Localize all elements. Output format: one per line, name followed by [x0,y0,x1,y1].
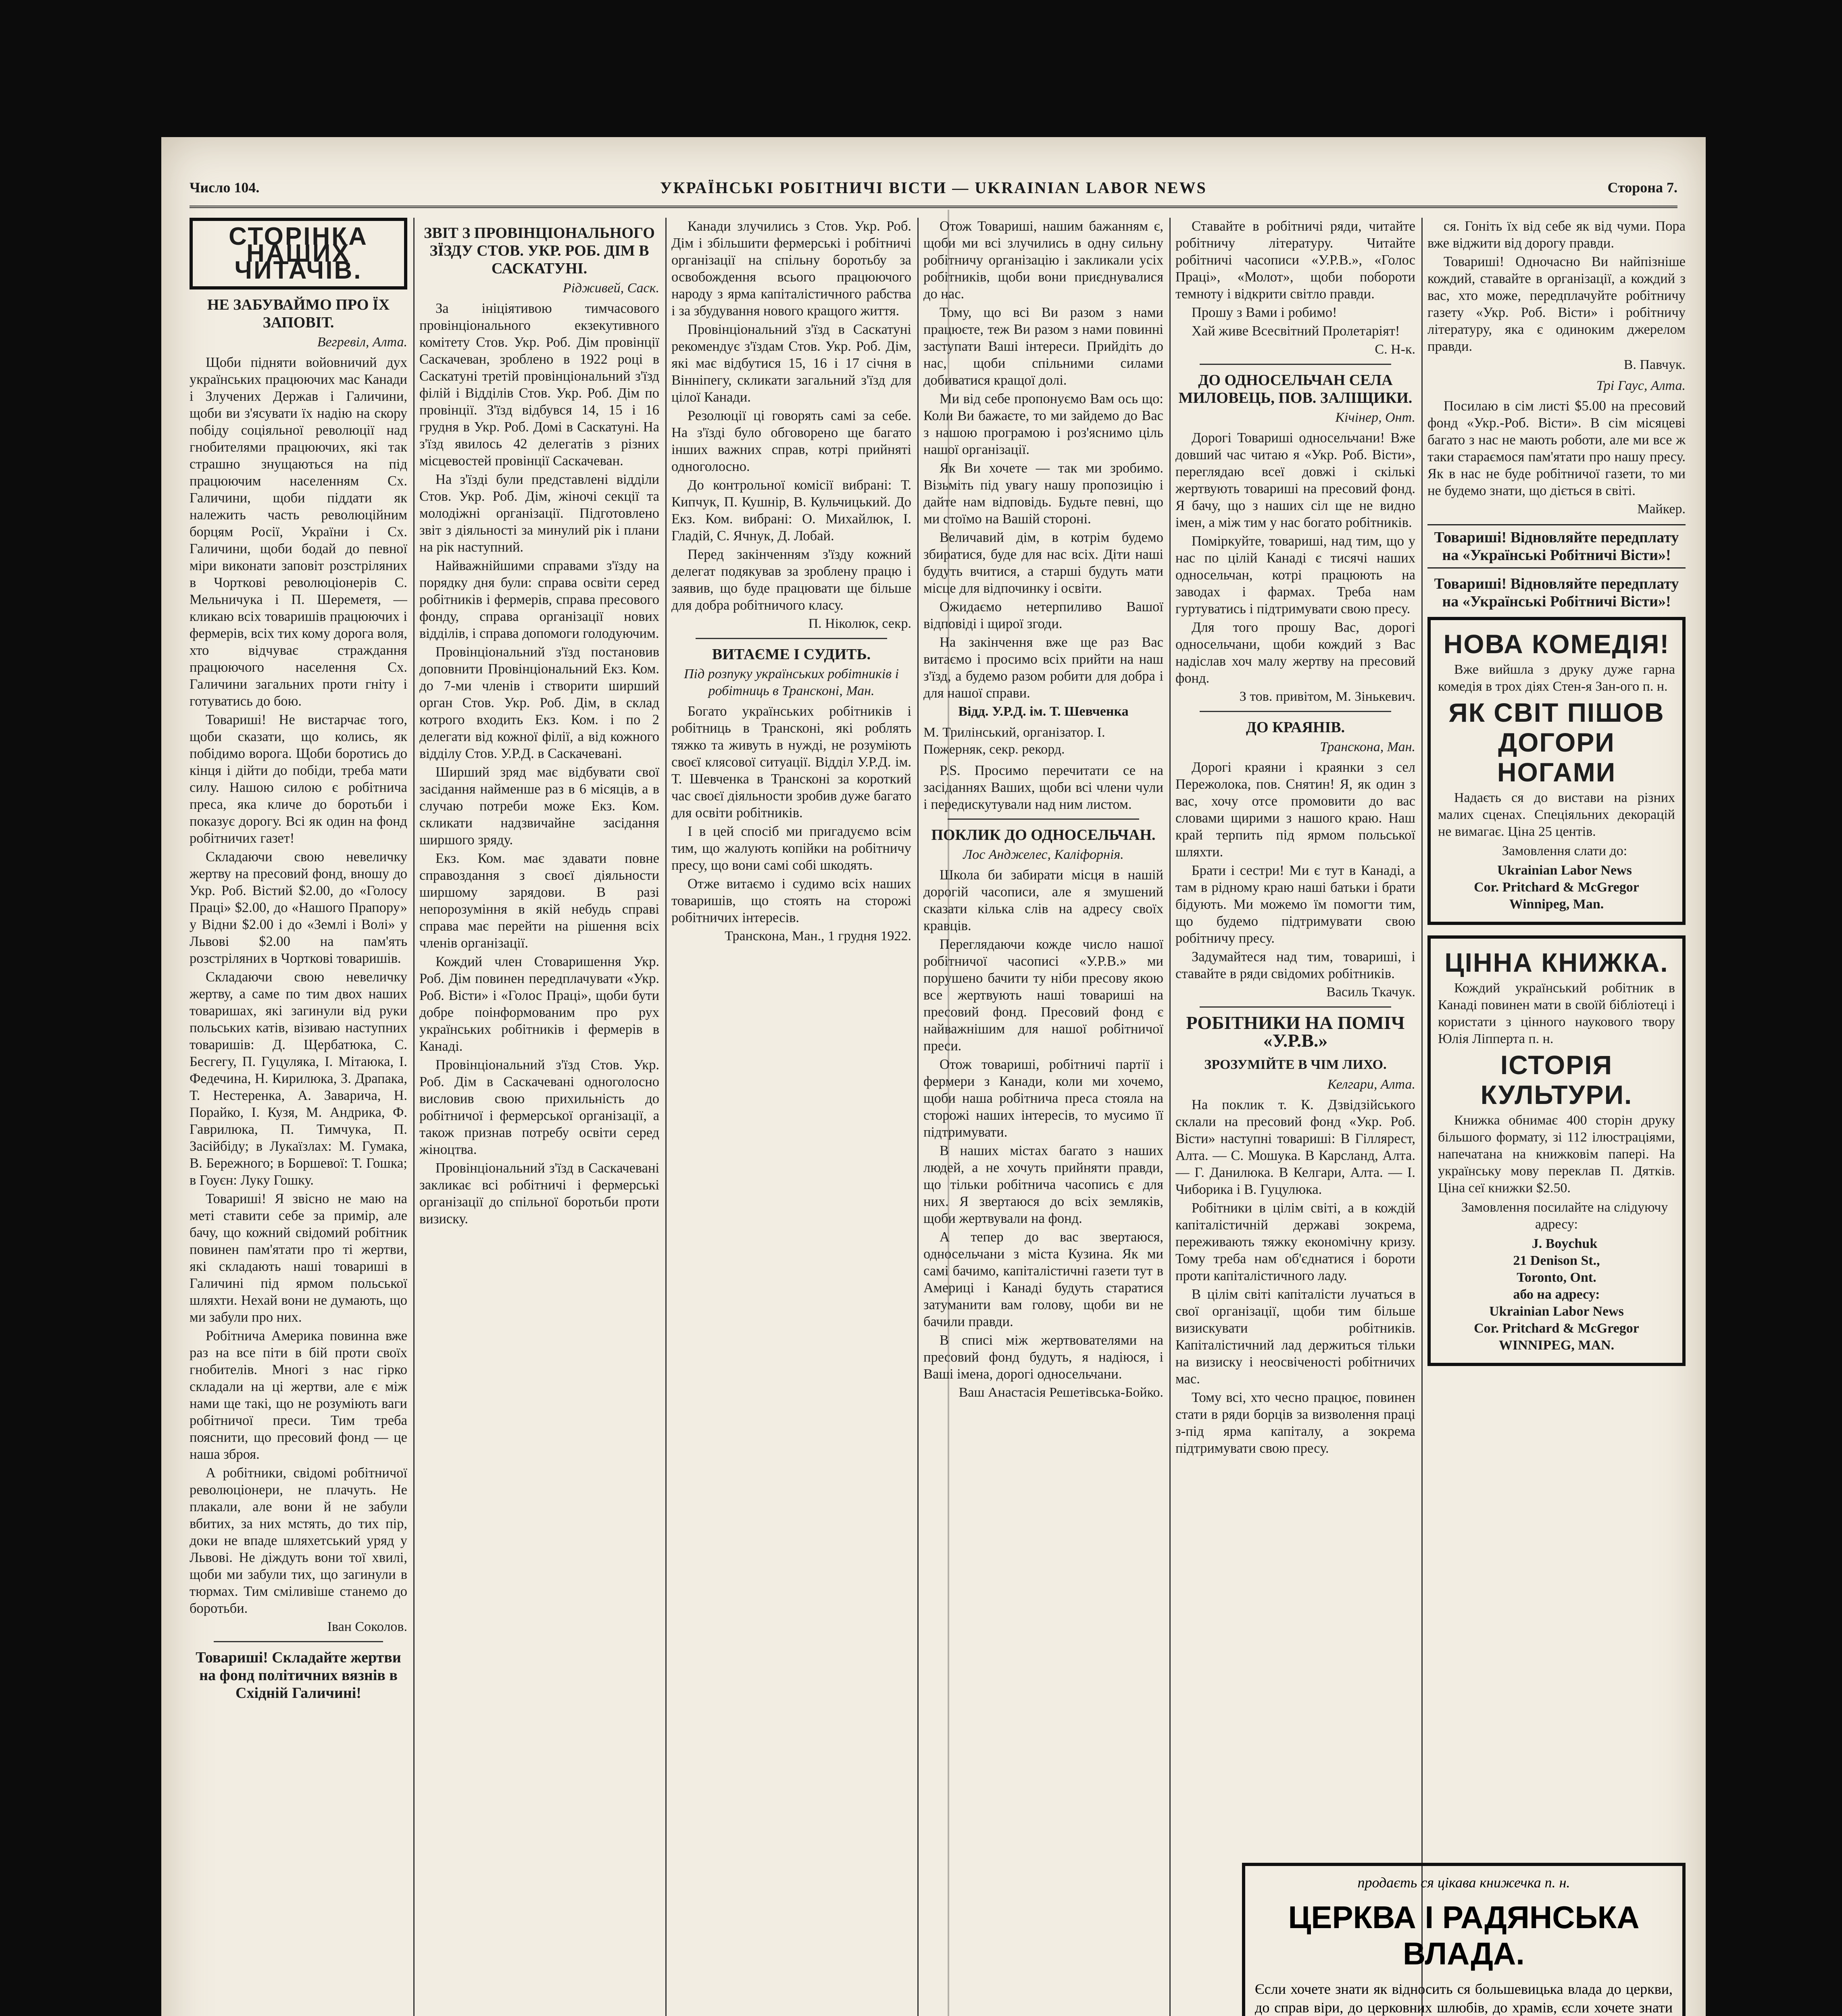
paragraph: До контрольної комісії вибрані: Т. Кипчук, П. Кушнір, В. Кульчицький. До Екз. Ком. вибрані: О. Михайлюк, І. Гладій, С. Ячнук, Д. Лобай. [671,477,911,544]
paragraph: Найважнійшими справами з'їзду на порядку дня були: справа освіти серед робітників і фермерів, справа пресового фонду, справа організації нових відділів, і справа допомоги голодуючим. [419,558,659,641]
paragraph: Задумайтеся над тим, товариші, і ставайте в ряди свідомих робітників. [1175,949,1415,981]
column-rule [1421,218,1423,2016]
article-place: Келгари, Алта. [1327,1077,1415,1092]
ad-heading: ЦІННА КНИЖКА. [1444,948,1669,977]
divider [948,818,1139,820]
article-title: ПОКЛИК ДО ОДНОСЕЛЬЧАН. [931,827,1156,843]
ad-church-and-soviet-power [1242,1863,1686,2016]
ad-address: Ukrainian Labor News Cor. Pritchard & McGregor Winnipeg, Man. [1474,863,1639,912]
paragraph: На поклик т. К. Дзвідзійського склали на пресовий фонд «Укр. Роб. Вісти» наступні товариші: В Гіллярест, Алта. — С. Мошука. В Карсланд, Алта. — Г. Данилюка. В Келгари, Алта. — І. Чиборика і В. Гуцулюка. [1175,1097,1415,1197]
article-place: Вегревіл, Алта. [317,335,407,350]
paragraph: Перед закінченням з'їзду кожний делегат подякував за зроблену працю і заявив, що буде працювати ще більше для добра робітничого класу. [671,547,911,613]
paragraph: Екз. Ком. має здавати повне справоздання з своєї діяльности ширшому зарядови. В разі непорозуміння в якій небудь справі справа має перейти на рішення всіх членів організації. [419,851,659,951]
signature: Трансконa, Ман., 1 грудня 1922. [725,929,911,943]
paragraph: Робітники в цілім світі, а в кождій капіталістичній державі зокрема, переживають тяжку економічну кризу. Тому треба нам об'єднатися і бороти проти капіталістичного ладу. [1175,1200,1415,1283]
paragraph: А робітники, свідомі робітничої революціонери, не плачуть. Не плакали, але вони й не забули вбитих, за них мстять, до тих пір, доки не впаде шляхетський уряд у Львові. Не діждуть вони тої хвилі, щоби ми забули тих, що загинули в тюрмах. Тим сміливіше станемо до боротьби. [190,1465,407,1616]
signature: Майкер. [1637,502,1686,516]
paragraph: Школа би забирати місця в нашій дорогій часописи, але я змушений сказати кілька слів на адресу своїх кравців. [923,867,1163,933]
column-rule [665,218,667,2016]
paragraph: Посилаю в сім листі $5.00 на пресовий фонд «Укр.-Роб. Вісти». В сім місяцеві багато з нас не мають роботи, але ми все ж таки стараємося пам'ятати про нашу пресу. Як в нас не буде робітничої газети, то ми не будемо знати, що діється в світі. [1427,398,1686,498]
paragraph: Ставайте в робітничі ряди, читайте робітничу літературу. Читайте робітничі часописи «У.Р.В.», «Голос Праці», «Молот», щоби побороти темноту і відкрити світло правди. [1175,219,1415,302]
paragraph: Отож Товариші, нашим бажанням є, щоби ми всі злучились в одну сильну робітничу організацію і закликали усіх робітників, щоби вони приєднувалися до нас. [923,219,1163,302]
signature: Іван Соколов. [327,1619,407,1634]
callout: Товариші! Відновляйте передплату на «Українські Робітничі Вісти»! [1427,524,1686,569]
ad-text: Вже вийшла з друку дуже гарна комедія в трох діях Стен-я Зан-ого п. н. [1438,662,1675,694]
paragraph: Тому всі, хто чесно працює, повинен стати в ряди борців за визволення праці з-під ярма капіталу, а зокрема підтримувати свою пресу. [1175,1390,1415,1456]
callout: Товариші! Складайте жертви на фонд політичних вязнів в Східній Галичині! [196,1649,401,1702]
signature: Відд. У.Р.Д. ім. Т. Шевченка [958,704,1129,719]
paragraph: На з'їзді були представлені відділи Стов. Укр. Роб. Дім, жіночі секції та молодіжні організації. Підготовлено звіт з діяльності за минулий рік і плани на рік наступний. [419,472,659,555]
column-rule [1169,218,1171,2016]
signature: В. Павчук. [1623,357,1686,372]
signature: З тов. привітом, М. Зінькевич. [1239,689,1415,704]
page-header [190,169,1677,208]
masthead: УКРАЇНСЬКІ РОБІТНИЧІ ВІСТИ — UKRAINIAN LABOR NEWS [660,178,1207,197]
divider [1200,1006,1391,1008]
signature: С. Н-к. [1375,342,1415,357]
paragraph: В цілім світі капіталісти лучаться в свої організації, щоби тим більше визискувати робітників. Капіталістичний лад держиться тільки на визиску і неосвіченості робітничих мас. [1175,1287,1415,1387]
paragraph: На закінчення вже ще раз Вас витаємо і просимо всіх прийти на наш з'їзд, а будемо разом робити для добра і для нашої справи. [923,635,1163,701]
ad-top-text: продаєть ся цікава книжечка п. н. [1357,1874,1570,1891]
ad-address: J. Boychuk 21 Denison St., Toronto, Ont. або на адресу: Ukrainian Labor News Cor. Pritchard & McGregor WINNIPEG, MAN. [1474,1236,1639,1353]
callout: Товариші! Відновляйте передплату на «Українські Робітничі Вісти»! [1434,575,1679,610]
paragraph: Товариші! Одночасно Ви найпізніше кождий, ставайте в організації, а кождий з вас, хто може, передплачуйте робітничу газету «Укр. Роб. Вісти» і робітничу літературу, яка є одиноким джерелом правди. [1427,254,1686,354]
article-place: Лос Анджелес, Каліфорнія. [963,847,1124,862]
article-title: ДО ОДНОСЕЛЬЧАН СЕЛА МИЛОВЕЦЬ, ПОВ. ЗАЛІЩИКИ. [1178,372,1413,406]
paragraph: Складаючи свою невеличку жертву на пресовий фонд, вношу до Укр. Роб. Вістий $2.00, до «Голосу Праці» $2.00, до «Нашого Прапору» у Відни $2.00 і до «Землі і Волі» у Львові $2.00 на пам'ять розстріляних в Чорткові товаришів. [190,849,407,966]
ad-text: Замовлення слати до: [1502,843,1627,858]
article-place: Трансконa, Ман. [1320,739,1415,754]
paragraph: ся. Гоніть їх від себе як від чуми. Пора вже віджити від дорогу правди. [1427,219,1686,251]
readers-page-banner: СТОРІНКА НАШИХ ЧИТАЧІВ. [190,218,407,289]
paragraph: Робітнича Америка повинна вже раз на все піти в бій проти своїх гнобителів. Многі з нас гірко складали на ці жертви, але є між нами ще такі, що не розуміють ваги робітничої преси. Тим треба пояснити, що пресовий фонд — це наша зброя. [190,1328,407,1462]
newspaper-page [161,137,1706,2016]
ad-text: Книжка обнимає 400 сторін друку більшого формату, зі 112 ілюстраціями, напечатана на книжковім папері. На українську мову переклав П. Дятків. Ціна сеї книжки $2.50. [1438,1113,1675,1195]
paragraph: Переглядаючи кожде число нашої робітничої часописі «У.Р.В.» ми порушено бачити ту ніби пресову якою все жертвують наші товариші на пресовий фонд. Пресовий фонд є найважнішим для нашої робітничої преси. [923,937,1163,1054]
paragraph: Складаючи свою невеличку жертву, а саме по тим двох наших товаришах, які загинули від руки польських катів, візиваю наступних товаришів: Д. Щербатюка, С. Бесгегу, П. Гуцуляка, І. Мітаюка, І. Федечина, Н. Кирилюка, З. Драпака, Т. Нестеренка, А. Заварича, Н. Порайко, І. Кузя, М. Андрика, Ф. Гаврилюка, П. Тимчука, П. Засійбіду; в Лукаїзлах: М. Гумака, В. Бережного; в Боршевої: Т. Гошка; в Гоуєн: Луку Гошку. [190,969,407,1188]
issue-number: Число 104. [190,179,260,196]
paragraph: Прошу з Вами і робимо! [1192,305,1337,320]
signature: М. Трилінський, організатор. І. Пожерняк, секр. рекорд. [923,725,1105,757]
divider [1200,711,1391,712]
paragraph: Провінціональний з'їзд в Саскатуні рекомендує з'їздам Стов. Укр. Роб. Дім, які має відбутися 15, 16 і 17 січня в Вінніпегу, скликати загальний з'їзд для цілої Канади. [671,322,911,405]
column-2 [419,218,659,2016]
paragraph: Величавий дім, в котрім будемо збиратися, буде для нас всіх. Діти наші будуть вчитися, а старші будуть мати місце для відпочинку і освіти. [923,530,1163,596]
column-1 [190,218,407,2016]
paragraph: В списі між жертвователями на пресовий фонд будуть, я надіюся, і Ваші імена, дорогі односельчани. [923,1333,1163,1382]
paragraph: Ожидаємо нетерпиливо Вашої відповіді і щирої згоди. [923,599,1163,631]
ad-text: Надаєть ся до вистави на різних малих сценах. Спеціяльних декорацій не вимагає. Ціна 25 центів. [1438,790,1675,839]
paragraph: Як Ви хочете — так ми зробимо. Візьміть під увагу нашу пропозицію і дайте нам відповідь. Будьте певні, що ми стоїмо на Вашій стороні. [923,460,1163,527]
paragraph: Провінціональний з'їзд Стов. Укр. Роб. Дім в Саскачевані одноголосно висловив свою прихильність до робітничої і фермерської організації, а також признав потребу освіти серед жіноцтва. [419,1057,659,1157]
column-rule [917,218,919,2016]
paragraph: Тому, що всі Ви разом з нами працюєте, теж Ви разом з нами повинні заступати Ваші інтереси. Прийдіть до нас, щоби спільними силами добиватися кращої долі. [923,305,1163,388]
ad-text: Кождий український робітник в Канаді повинен мати в своїй бібліотеці і користати з цінного наукового твору Юлія Ліпперта п. н. [1438,981,1675,1046]
article-place: Трі Гаус, Алта. [1596,378,1686,393]
paragraph: Товариші! Не вистарчає того, щоби сказати, що колись, як побідимо ворога. Щоби боротись до кінця і дійти до побіди, треба мати силу. Нашою силою є робітнича преса, яка кличе до боротьби і показує дорогу. Всі як один на фонд робітничих газет! [190,712,407,846]
article-subtitle: ЗРОЗУМІЙТЕ В ЧІМ ЛИХО. [1204,1057,1387,1072]
paragraph: Товариші! Я звісно не маю на меті ставити себе за примір, але бачу, що кожний свідомий робітник повинен пам'ятати про ті жертви, які складають наші товариші в Галичині під ярмом польської шляхти. Нехай вони не думають, що ми забули про них. [190,1191,407,1325]
column-3 [671,218,911,2016]
paragraph: Отже витаємо і судимо всіх наших товаришів, що стоять на сторожі робітничих інтересів. [671,876,911,925]
signature: Ваш Анастасія Решетівська-Бойко. [959,1385,1163,1400]
article-title: ЗВІТ З ПРОВІНЦІОНАЛЬНОГО ЗЇЗДУ СТОВ. УКР. РОБ. ДІМ В САСКАТУНІ. [424,225,655,277]
paragraph: Щоби підняти войовничий дух українських працюючих мас Канади і Злучених Держав і Галичини, щоби ви з'ясувати їх надію на скору побіду соціяльної революції над гнобителями працюючих, які так страшно знущаються на під працюючим населенням Сх. Галичини, щоби піддати як належить часть революційним борцям Росії, України і Сх. Галичини, щоби бодай до певної міри виконати заповіт розстріляних в Чорткові революціонерів С. Мельничука і П. Шереметя, — кликаю всіх товаришів працюючих і фермерів, всіх тих кому дорога воля, хто відчуває страждання працюючого населення Сх. Галичини загальних проти гніту і готуватись до бою. [190,355,407,709]
article-subtitle: Під розпуку українських робітників і робітниць в Трансконі, Ман. [683,666,899,698]
divider [696,638,887,639]
ad-new-comedy [1427,617,1686,925]
paragraph: Поміркуйте, товариші, над тим, що у нас по цілій Канаді є тисячі наших односельчан, котрі працюють на заводах і фармах. Треба нам гуртуватись і підтримувати свою пресу. [1175,533,1415,616]
paragraph: Дорогі Товариші односельчани! Вже довший час читаю я «Укр. Роб. Вісти», переглядаю всеї довжі і скількі жертвують товариші на пресовий фонд. Я бачу, що з наших сіл ще не видно імен, а між тим у нас богато робітників. [1175,430,1415,530]
paragraph: Брати і сестри! Ми є тут в Канаді, а там в рідному краю наші батьки і брати бідують. Ми можемо їм помогти тим, що будемо підтримувати свою робітничу пресу. [1175,863,1415,946]
ad-book-title: ІСТОРІЯ КУЛЬТУРИ. [1480,1050,1633,1110]
paragraph: Провінціональний з'їзд в Саскачевані закликає всі робітничі і фермерські організації до спільної боротьби проти визиску. [419,1160,659,1227]
ad-heading: ЦЕРКВА І РАДЯНСЬКА ВЛАДА. [1288,1899,1640,1971]
article-title: ВИТАЄМЕ І СУДИТЬ. [712,646,871,663]
paragraph: Для того прошу Вас, дорогі односельчани, щоби кождий з Вас надіслав хоч малу жертву на пресовий фонд. [1175,620,1415,686]
ad-valuable-book [1427,935,1686,1366]
divider [1200,364,1391,365]
ad-book-title: ЯК СВІТ ПІШОВ ДОГОРИ НОГАМИ [1448,698,1665,787]
column-rule [413,218,415,2016]
article-title: ДО КРАЯНІВ. [1246,719,1345,736]
paragraph: Отож товариші, робітничі партії і фермери з Канади, коли ми хочемо, щоби наша робітнича преса стояла на сторожі наших інтересів, то мусимо її підтримувати. [923,1057,1163,1140]
column-5 [1175,218,1415,2016]
paragraph: А тепер до вас звертаюся, односельчани з міста Кузина. Як ми самі бачимо, капіталістичні газети тут в Америці і Канаді будуть старатися затуманити вам голову, щоби ви не бачили правди. [923,1229,1163,1329]
paragraph: Хай живе Всесвітний Пролетаріят! [1192,323,1400,339]
article-place: Кічінер, Онт. [1335,410,1415,425]
paragraph: Канади злучились з Стов. Укр. Роб. Дім і збільшити фермерські і робітничі організації на спільну боротьбу за освобождення всього працюючого народу з ярма капіталістичного рабства і за збудування нового кращого життя. [671,219,911,319]
paragraph: Дорогі краяни і краянки з сел Пережолока, пов. Снятин! Я, як один з вас, хочу отсе промовити до вас словами щирими з нашого краю. Наш край терпить під ярмом польської шляхти. [1175,760,1415,860]
column-ads [1427,218,1686,1859]
article-title: РОБІТНИКИ НА ПОМІЧ «У.Р.В.» [1186,1012,1405,1051]
paragraph: Провінціональний з'їзд постановив доповнити Провінціональний Екз. Ком. до 7-ми членів і створити ширший орган Стов. Укр. Роб. Дім, в склад котрого входить Екз. Ком. і по 2 делегати від кожної філії, а від кожного відділу Стов. У.Р.Д. в Саскачевані. [419,644,659,761]
paragraph: Богато українських робітників і робітниць в Трансконі, які роблять тяжко та живуть в нужді, не розуміють своєї клясової ситуації. Відділ У.Р.Д. ім. Т. Шевченка в Трансконі за короткий час своєї діяльности зробив дуже багато для освіти робітників. [671,704,911,821]
column-4 [923,218,1163,2016]
paragraph: За ініціятивою тимчасового провінціонального екзекутивного комітету Стов. Укр. Роб. Дім провінції Саскачеван, зроблено в 1922 році в Саскатуні третій провінціональний з'їзд філій і Відділів Стов. Укр. Роб. Дім по провінції. З'їзд відбувся 14, 15 і 16 грудня в Укр. Роб. Домі в Саскатуні. На з'їзд явилось 42 делегатів з різних місцевостей провінції Саскачеван. [419,301,659,469]
paragraph: І в цей спосіб ми пригадуємо всім тим, що жалують копійки на робітничу пресу, що вони самі собі шкодять. [671,824,911,873]
ad-heading: НОВА КОМЕДІЯ! [1443,629,1670,659]
signature: П. Ніколюк, секр. [808,616,911,631]
paragraph: В наших містах багато з наших людей, а не хочуть прийняти правди, що тільки робітнича часопись є для них. Я звертаюся до всіх земляків, щоби жертвували на фонд. [923,1143,1163,1226]
paragraph: Резолюції ці говорять самі за себе. На з'їзді було обговорено ще багато інших важних справ, котрі прийняті одноголосно. [671,408,911,474]
ad-text: Замовлення посилайте на слідуючу адресу: [1461,1200,1668,1232]
paragraph: Ми від себе пропонуємо Вам ось що: Коли Ви бажаєте, то ми зайдемо до Вас з нашою програмою і роз'яснимо ціль нашої організації. [923,391,1163,457]
page-number: Сторона 7. [1607,179,1677,196]
ad-text: Єсли хочете знати як відносить ся большевицька влада до церкви, до справ віри, до церковних шлюбів, до храмів, єсли хочете знати [1255,1981,1673,2016]
article-title: НЕ ЗАБУВАЙМО ПРО ЇХ ЗАПОВІТ. [207,296,390,331]
paragraph: Кождий член Стоваришення Укр. Роб. Дім повинен передплачувати «Укр. Роб. Вісти» і «Голос Праці», щоби бути добре поінформованим про рух українських робітників і фермерів в Канаді. [419,954,659,1054]
divider [214,1641,383,1642]
signature: Василь Ткачук. [1326,985,1415,1000]
paragraph: Ширший зряд має відбувати свої засідання найменше раз в 6 місяців, а в случаю потреби може Екз. Ком. скликати надзвичайне засідання ширшого зряду. [419,764,659,848]
article-place: Рідживей, Саск. [563,281,659,296]
paragraph: P.S. Просимо перечитати се на засіданнях Ваших, щоби всі члени чули і передискутували над ним листом. [923,763,1163,812]
